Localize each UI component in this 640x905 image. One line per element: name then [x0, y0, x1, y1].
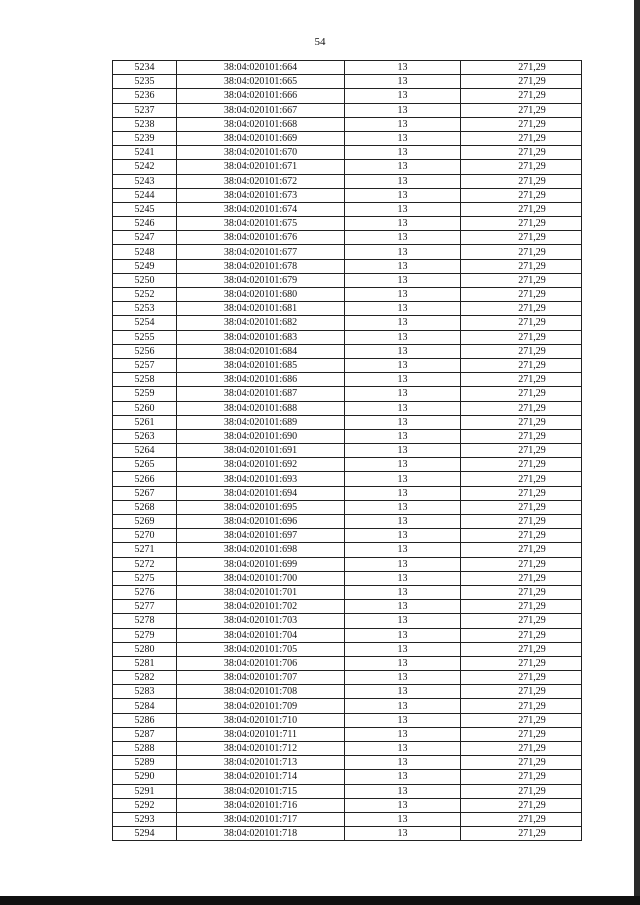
- table-row: [113, 600, 582, 614]
- value-cell: 271,29: [461, 770, 582, 784]
- cadastral-number-cell: 38:04:020101:706: [177, 656, 345, 670]
- quantity-cell: 13: [345, 827, 461, 841]
- row-number-cell: 5244: [113, 188, 177, 202]
- parcel-table-body: [113, 61, 582, 841]
- row-number-cell: 5279: [113, 628, 177, 642]
- quantity-cell: 13: [345, 812, 461, 826]
- cadastral-number-cell: 38:04:020101:666: [177, 89, 345, 103]
- row-number-cell: 5267: [113, 486, 177, 500]
- table-row: [113, 656, 582, 670]
- quantity-cell: 13: [345, 103, 461, 117]
- cadastral-number-cell: 38:04:020101:682: [177, 316, 345, 330]
- table-row: [113, 699, 582, 713]
- table-row: [113, 401, 582, 415]
- cadastral-number-cell: 38:04:020101:700: [177, 571, 345, 585]
- quantity-cell: 13: [345, 273, 461, 287]
- quantity-cell: 13: [345, 642, 461, 656]
- parcel-table: [112, 60, 582, 841]
- cadastral-number-cell: 38:04:020101:716: [177, 798, 345, 812]
- row-number-cell: 5239: [113, 131, 177, 145]
- row-number-cell: 5252: [113, 288, 177, 302]
- cadastral-number-cell: 38:04:020101:684: [177, 344, 345, 358]
- value-cell: 271,29: [461, 685, 582, 699]
- table-row: [113, 160, 582, 174]
- value-cell: 271,29: [461, 742, 582, 756]
- quantity-cell: 13: [345, 614, 461, 628]
- row-number-cell: 5258: [113, 373, 177, 387]
- cadastral-number-cell: 38:04:020101:712: [177, 742, 345, 756]
- cadastral-number-cell: 38:04:020101:676: [177, 231, 345, 245]
- row-number-cell: 5271: [113, 543, 177, 557]
- value-cell: 271,29: [461, 174, 582, 188]
- cadastral-number-cell: 38:04:020101:687: [177, 387, 345, 401]
- row-number-cell: 5241: [113, 146, 177, 160]
- cadastral-number-cell: 38:04:020101:717: [177, 812, 345, 826]
- value-cell: 271,29: [461, 373, 582, 387]
- table-row: [113, 259, 582, 273]
- table-row: [113, 75, 582, 89]
- table-row: [113, 174, 582, 188]
- cadastral-number-cell: 38:04:020101:691: [177, 444, 345, 458]
- value-cell: 271,29: [461, 699, 582, 713]
- table-row: [113, 742, 582, 756]
- cadastral-number-cell: 38:04:020101:681: [177, 302, 345, 316]
- cadastral-number-cell: 38:04:020101:678: [177, 259, 345, 273]
- row-number-cell: 5254: [113, 316, 177, 330]
- row-number-cell: 5294: [113, 827, 177, 841]
- quantity-cell: 13: [345, 245, 461, 259]
- quantity-cell: 13: [345, 188, 461, 202]
- cadastral-number-cell: 38:04:020101:707: [177, 671, 345, 685]
- value-cell: 271,29: [461, 798, 582, 812]
- quantity-cell: 13: [345, 131, 461, 145]
- row-number-cell: 5236: [113, 89, 177, 103]
- table-row: [113, 827, 582, 841]
- value-cell: 271,29: [461, 529, 582, 543]
- cadastral-number-cell: 38:04:020101:670: [177, 146, 345, 160]
- table-row: [113, 812, 582, 826]
- quantity-cell: 13: [345, 117, 461, 131]
- value-cell: 271,29: [461, 812, 582, 826]
- cadastral-number-cell: 38:04:020101:689: [177, 415, 345, 429]
- table-row: [113, 472, 582, 486]
- cadastral-number-cell: 38:04:020101:664: [177, 61, 345, 75]
- cadastral-number-cell: 38:04:020101:704: [177, 628, 345, 642]
- row-number-cell: 5289: [113, 756, 177, 770]
- table-row: [113, 557, 582, 571]
- row-number-cell: 5270: [113, 529, 177, 543]
- quantity-cell: 13: [345, 217, 461, 231]
- cadastral-number-cell: 38:04:020101:683: [177, 330, 345, 344]
- quantity-cell: 13: [345, 61, 461, 75]
- value-cell: 271,29: [461, 202, 582, 216]
- row-number-cell: 5242: [113, 160, 177, 174]
- table-row: [113, 756, 582, 770]
- quantity-cell: 13: [345, 571, 461, 585]
- cadastral-number-cell: 38:04:020101:680: [177, 288, 345, 302]
- cadastral-number-cell: 38:04:020101:677: [177, 245, 345, 259]
- value-cell: 271,29: [461, 571, 582, 585]
- table-row: [113, 231, 582, 245]
- cadastral-number-cell: 38:04:020101:702: [177, 600, 345, 614]
- quantity-cell: 13: [345, 585, 461, 599]
- scan-edge-bottom: [0, 896, 640, 905]
- quantity-cell: 13: [345, 231, 461, 245]
- cadastral-number-cell: 38:04:020101:693: [177, 472, 345, 486]
- table-row: [113, 146, 582, 160]
- cadastral-number-cell: 38:04:020101:690: [177, 429, 345, 443]
- quantity-cell: 13: [345, 784, 461, 798]
- table-row: [113, 330, 582, 344]
- table-row: [113, 89, 582, 103]
- scan-edge-right: [634, 0, 640, 905]
- page-number: 54: [314, 36, 326, 48]
- quantity-cell: 13: [345, 302, 461, 316]
- quantity-cell: 13: [345, 429, 461, 443]
- quantity-cell: 13: [345, 387, 461, 401]
- value-cell: 271,29: [461, 600, 582, 614]
- value-cell: 271,29: [461, 671, 582, 685]
- table-row: [113, 727, 582, 741]
- quantity-cell: 13: [345, 486, 461, 500]
- row-number-cell: 5263: [113, 429, 177, 443]
- quantity-cell: 13: [345, 500, 461, 514]
- table-row: [113, 273, 582, 287]
- value-cell: 271,29: [461, 415, 582, 429]
- table-row: [113, 316, 582, 330]
- row-number-cell: 5238: [113, 117, 177, 131]
- value-cell: 271,29: [461, 727, 582, 741]
- quantity-cell: 13: [345, 358, 461, 372]
- quantity-cell: 13: [345, 146, 461, 160]
- quantity-cell: 13: [345, 770, 461, 784]
- quantity-cell: 13: [345, 288, 461, 302]
- row-number-cell: 5237: [113, 103, 177, 117]
- cadastral-number-cell: 38:04:020101:673: [177, 188, 345, 202]
- row-number-cell: 5245: [113, 202, 177, 216]
- cadastral-number-cell: 38:04:020101:714: [177, 770, 345, 784]
- row-number-cell: 5235: [113, 75, 177, 89]
- value-cell: 271,29: [461, 89, 582, 103]
- row-number-cell: 5265: [113, 458, 177, 472]
- table-row: [113, 571, 582, 585]
- row-number-cell: 5248: [113, 245, 177, 259]
- cadastral-number-cell: 38:04:020101:696: [177, 515, 345, 529]
- value-cell: 271,29: [461, 784, 582, 798]
- value-cell: 271,29: [461, 585, 582, 599]
- value-cell: 271,29: [461, 288, 582, 302]
- value-cell: 271,29: [461, 61, 582, 75]
- value-cell: 271,29: [461, 131, 582, 145]
- table-row: [113, 458, 582, 472]
- quantity-cell: 13: [345, 600, 461, 614]
- table-row: [113, 500, 582, 514]
- cadastral-number-cell: 38:04:020101:711: [177, 727, 345, 741]
- value-cell: 271,29: [461, 515, 582, 529]
- row-number-cell: 5272: [113, 557, 177, 571]
- value-cell: 271,29: [461, 429, 582, 443]
- cadastral-number-cell: 38:04:020101:708: [177, 685, 345, 699]
- value-cell: 271,29: [461, 543, 582, 557]
- row-number-cell: 5264: [113, 444, 177, 458]
- quantity-cell: 13: [345, 713, 461, 727]
- quantity-cell: 13: [345, 543, 461, 557]
- table-row: [113, 529, 582, 543]
- row-number-cell: 5249: [113, 259, 177, 273]
- cadastral-number-cell: 38:04:020101:709: [177, 699, 345, 713]
- quantity-cell: 13: [345, 798, 461, 812]
- value-cell: 271,29: [461, 642, 582, 656]
- cadastral-number-cell: 38:04:020101:692: [177, 458, 345, 472]
- cadastral-number-cell: 38:04:020101:703: [177, 614, 345, 628]
- table-row: [113, 217, 582, 231]
- row-number-cell: 5246: [113, 217, 177, 231]
- value-cell: 271,29: [461, 245, 582, 259]
- row-number-cell: 5280: [113, 642, 177, 656]
- quantity-cell: 13: [345, 415, 461, 429]
- quantity-cell: 13: [345, 444, 461, 458]
- value-cell: 271,29: [461, 160, 582, 174]
- row-number-cell: 5282: [113, 671, 177, 685]
- value-cell: 271,29: [461, 75, 582, 89]
- row-number-cell: 5292: [113, 798, 177, 812]
- table-row: [113, 117, 582, 131]
- quantity-cell: 13: [345, 515, 461, 529]
- value-cell: 271,29: [461, 316, 582, 330]
- quantity-cell: 13: [345, 529, 461, 543]
- table-row: [113, 131, 582, 145]
- quantity-cell: 13: [345, 330, 461, 344]
- cadastral-number-cell: 38:04:020101:695: [177, 500, 345, 514]
- value-cell: 271,29: [461, 401, 582, 415]
- table-row: [113, 585, 582, 599]
- quantity-cell: 13: [345, 401, 461, 415]
- value-cell: 271,29: [461, 614, 582, 628]
- table-row: [113, 387, 582, 401]
- row-number-cell: 5247: [113, 231, 177, 245]
- row-number-cell: 5268: [113, 500, 177, 514]
- row-number-cell: 5291: [113, 784, 177, 798]
- value-cell: 271,29: [461, 117, 582, 131]
- row-number-cell: 5255: [113, 330, 177, 344]
- value-cell: 271,29: [461, 827, 582, 841]
- quantity-cell: 13: [345, 202, 461, 216]
- cadastral-number-cell: 38:04:020101:685: [177, 358, 345, 372]
- quantity-cell: 13: [345, 316, 461, 330]
- table-row: [113, 202, 582, 216]
- table-row: [113, 642, 582, 656]
- cadastral-number-cell: 38:04:020101:698: [177, 543, 345, 557]
- quantity-cell: 13: [345, 756, 461, 770]
- row-number-cell: 5293: [113, 812, 177, 826]
- table-row: [113, 798, 582, 812]
- row-number-cell: 5253: [113, 302, 177, 316]
- row-number-cell: 5266: [113, 472, 177, 486]
- value-cell: 271,29: [461, 231, 582, 245]
- value-cell: 271,29: [461, 146, 582, 160]
- value-cell: 271,29: [461, 273, 582, 287]
- row-number-cell: 5261: [113, 415, 177, 429]
- row-number-cell: 5275: [113, 571, 177, 585]
- table-row: [113, 358, 582, 372]
- row-number-cell: 5278: [113, 614, 177, 628]
- value-cell: 271,29: [461, 500, 582, 514]
- value-cell: 271,29: [461, 628, 582, 642]
- quantity-cell: 13: [345, 89, 461, 103]
- quantity-cell: 13: [345, 671, 461, 685]
- table-row: [113, 515, 582, 529]
- value-cell: 271,29: [461, 188, 582, 202]
- quantity-cell: 13: [345, 373, 461, 387]
- table-row: [113, 302, 582, 316]
- row-number-cell: 5288: [113, 742, 177, 756]
- cadastral-number-cell: 38:04:020101:699: [177, 557, 345, 571]
- cadastral-number-cell: 38:04:020101:715: [177, 784, 345, 798]
- cadastral-number-cell: 38:04:020101:710: [177, 713, 345, 727]
- row-number-cell: 5277: [113, 600, 177, 614]
- quantity-cell: 13: [345, 75, 461, 89]
- cadastral-number-cell: 38:04:020101:718: [177, 827, 345, 841]
- row-number-cell: 5269: [113, 515, 177, 529]
- row-number-cell: 5256: [113, 344, 177, 358]
- cadastral-number-cell: 38:04:020101:705: [177, 642, 345, 656]
- row-number-cell: 5257: [113, 358, 177, 372]
- cadastral-number-cell: 38:04:020101:713: [177, 756, 345, 770]
- cadastral-number-cell: 38:04:020101:669: [177, 131, 345, 145]
- value-cell: 271,29: [461, 387, 582, 401]
- value-cell: 271,29: [461, 458, 582, 472]
- quantity-cell: 13: [345, 259, 461, 273]
- value-cell: 271,29: [461, 259, 582, 273]
- table-row: [113, 671, 582, 685]
- cadastral-number-cell: 38:04:020101:686: [177, 373, 345, 387]
- row-number-cell: 5284: [113, 699, 177, 713]
- table-row: [113, 415, 582, 429]
- table-row: [113, 628, 582, 642]
- row-number-cell: 5283: [113, 685, 177, 699]
- row-number-cell: 5276: [113, 585, 177, 599]
- cadastral-number-cell: 38:04:020101:701: [177, 585, 345, 599]
- quantity-cell: 13: [345, 628, 461, 642]
- quantity-cell: 13: [345, 685, 461, 699]
- quantity-cell: 13: [345, 699, 461, 713]
- row-number-cell: 5234: [113, 61, 177, 75]
- value-cell: 271,29: [461, 103, 582, 117]
- cadastral-number-cell: 38:04:020101:667: [177, 103, 345, 117]
- quantity-cell: 13: [345, 160, 461, 174]
- cadastral-number-cell: 38:04:020101:675: [177, 217, 345, 231]
- quantity-cell: 13: [345, 458, 461, 472]
- value-cell: 271,29: [461, 217, 582, 231]
- row-number-cell: 5250: [113, 273, 177, 287]
- row-number-cell: 5259: [113, 387, 177, 401]
- quantity-cell: 13: [345, 742, 461, 756]
- value-cell: 271,29: [461, 302, 582, 316]
- cadastral-number-cell: 38:04:020101:674: [177, 202, 345, 216]
- table-row: [113, 444, 582, 458]
- cadastral-number-cell: 38:04:020101:679: [177, 273, 345, 287]
- value-cell: 271,29: [461, 756, 582, 770]
- row-number-cell: 5287: [113, 727, 177, 741]
- quantity-cell: 13: [345, 472, 461, 486]
- value-cell: 271,29: [461, 344, 582, 358]
- table-row: [113, 486, 582, 500]
- cadastral-number-cell: 38:04:020101:688: [177, 401, 345, 415]
- parcel-table-container: [112, 60, 582, 841]
- table-row: [113, 61, 582, 75]
- table-row: [113, 188, 582, 202]
- cadastral-number-cell: 38:04:020101:665: [177, 75, 345, 89]
- value-cell: 271,29: [461, 557, 582, 571]
- row-number-cell: 5290: [113, 770, 177, 784]
- table-row: [113, 373, 582, 387]
- cadastral-number-cell: 38:04:020101:697: [177, 529, 345, 543]
- cadastral-number-cell: 38:04:020101:671: [177, 160, 345, 174]
- cadastral-number-cell: 38:04:020101:672: [177, 174, 345, 188]
- table-row: [113, 614, 582, 628]
- table-row: [113, 770, 582, 784]
- table-row: [113, 784, 582, 798]
- cadastral-number-cell: 38:04:020101:668: [177, 117, 345, 131]
- table-row: [113, 685, 582, 699]
- row-number-cell: 5243: [113, 174, 177, 188]
- value-cell: 271,29: [461, 358, 582, 372]
- table-row: [113, 245, 582, 259]
- table-row: [113, 543, 582, 557]
- value-cell: 271,29: [461, 486, 582, 500]
- table-row: [113, 344, 582, 358]
- cadastral-number-cell: 38:04:020101:694: [177, 486, 345, 500]
- table-row: [113, 288, 582, 302]
- quantity-cell: 13: [345, 344, 461, 358]
- table-row: [113, 103, 582, 117]
- value-cell: 271,29: [461, 330, 582, 344]
- row-number-cell: 5286: [113, 713, 177, 727]
- table-row: [113, 713, 582, 727]
- row-number-cell: 5260: [113, 401, 177, 415]
- value-cell: 271,29: [461, 444, 582, 458]
- quantity-cell: 13: [345, 557, 461, 571]
- row-number-cell: 5281: [113, 656, 177, 670]
- quantity-cell: 13: [345, 656, 461, 670]
- value-cell: 271,29: [461, 713, 582, 727]
- table-row: [113, 429, 582, 443]
- value-cell: 271,29: [461, 472, 582, 486]
- value-cell: 271,29: [461, 656, 582, 670]
- quantity-cell: 13: [345, 727, 461, 741]
- quantity-cell: 13: [345, 174, 461, 188]
